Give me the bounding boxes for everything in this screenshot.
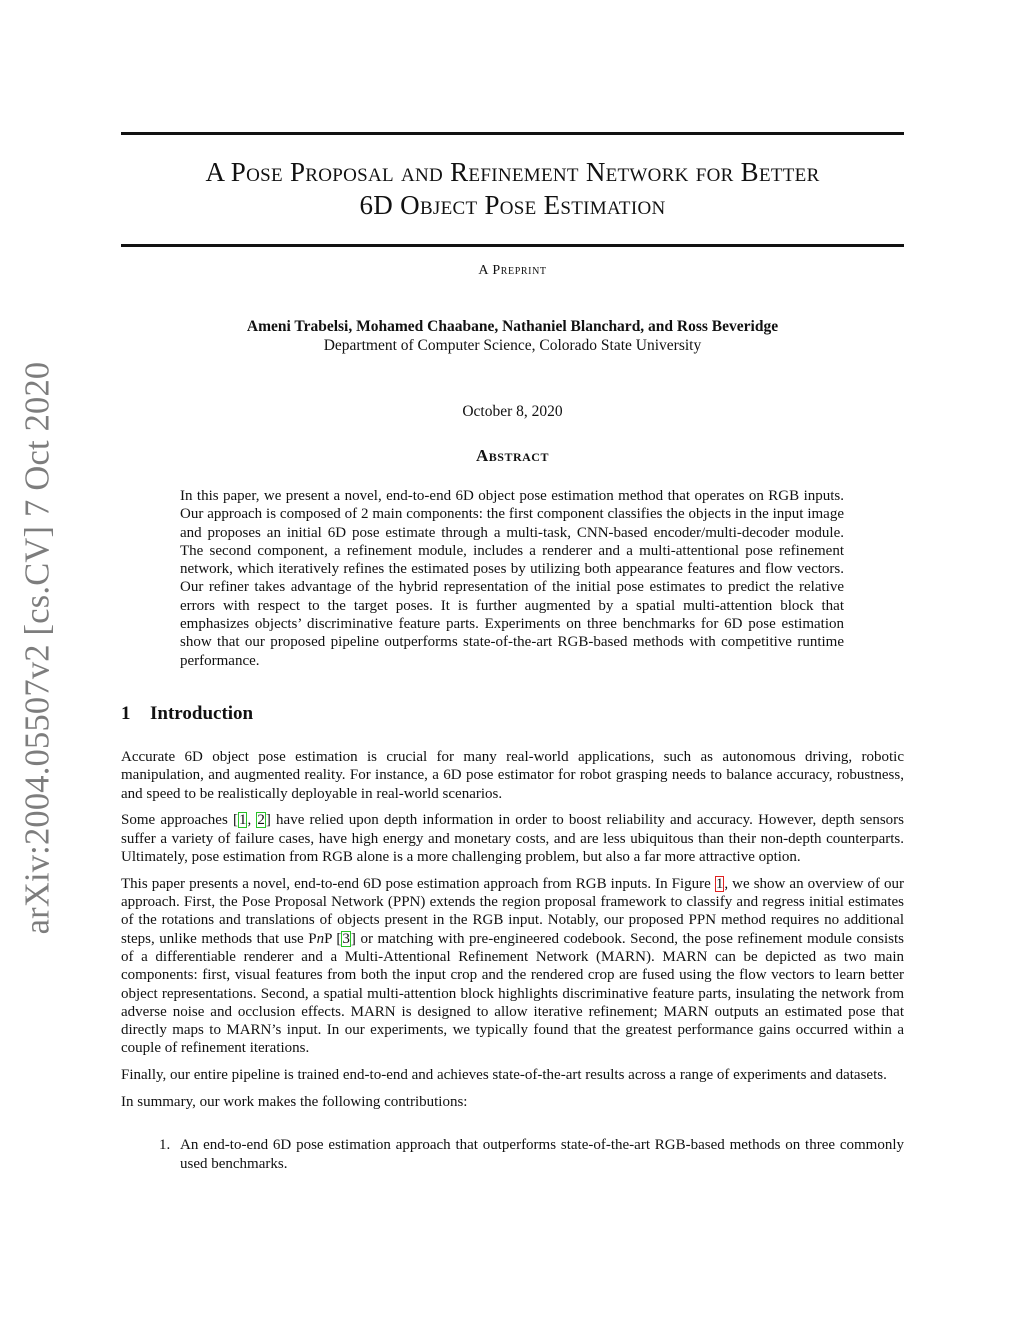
arxiv-identifier: arXiv:2004.05507v2 [cs.CV] 7 Oct 2020: [18, 361, 57, 934]
paper-title: [121, 156, 904, 222]
bracket-open: [: [336, 930, 342, 947]
text-span: This paper presents a novel, end-to-end 6D pose estimation approach from RGB inputs. In Figure: [121, 875, 715, 892]
affiliation: Department of Computer Science, Colorado State University: [323, 337, 702, 354]
title-line-1: A Pose Proposal and Refinement Network for Better: [205, 157, 820, 187]
citation-link[interactable]: 1: [238, 812, 247, 829]
intro-paragraph-1: Accurate 6D object pose estimation is crucial for many real-world applications, such as autonomous driving, robotic manipulation, and augmented reality. For instance, a 6D pose estimator for robot grasping needs to balance accuracy, robustness, and speed to be realistically deployable in real-world scenarios.: [121, 749, 904, 802]
author-list: Ameni Trabelsi, Mohamed Chaabane, Nathaniel Blanchard, and Ross Beveridge: [246, 318, 779, 335]
math-variable: n: [316, 930, 325, 947]
publication-date: October 8, 2020: [462, 403, 563, 420]
arxiv-sidebar: [14, 361, 62, 934]
abstract-text: In this paper, we present a novel, end-to-end 6D object pose estimation method that operates on RGB inputs. Our approach is composed of 2 main components: the first component classifies the objects in the input image and proposes an initial 6D pose estimate through a multi-task, CNN-based encoder/multi-decoder module. The second component, a refinement module, includes a renderer and a multi-attentional pose refinement network, which iteratively refines the estimated poses by utilizing both appearance features and flow vectors. Our refiner takes advantage of the hybrid representation of the initial pose estimates to predict the relative errors with respect to the target poses. It is further augmented by a spatial multi-attention block that emphasizes objects’ discriminative feature parts. Experiments on three benchmarks for 6D pose estimation show that our proposed pipeline outperforms state-of-the-art RGB-based methods with competitive runtime performance.: [180, 488, 844, 669]
text-span: have relied upon depth information in order to boost reliability and accuracy. However, depth sensors suffer a variety of failure cases, have high energy and monetary costs, and are less ubiquitous than their non-depth counterparts. Ultimately, pose estimation from RGB alone is a more challenging problem, but also a far more attractive option.: [121, 812, 904, 865]
citation-link[interactable]: 2: [257, 812, 265, 829]
section-number: 1: [121, 703, 131, 724]
intro-paragraph-5: In summary, our work makes the following contributions:: [121, 1094, 468, 1111]
title-rule-top: [121, 132, 904, 135]
bracket-close: ]: [350, 930, 356, 947]
section-title: Introduction: [150, 703, 254, 724]
intro-paragraph-2: [121, 811, 904, 866]
text-span: P: [324, 930, 337, 947]
intro-paragraph-4: Finally, our entire pipeline is trained end-to-end and achieves state-of-the-art results across a range of experiments and datasets.: [121, 1067, 887, 1084]
bracket-open: [: [232, 812, 238, 829]
figure-reference-link[interactable]: 1: [715, 875, 724, 892]
text-span: Some approaches: [121, 812, 233, 829]
intro-paragraph-3: [121, 875, 904, 1058]
list-item-number: 1.: [159, 1137, 171, 1154]
citation-link[interactable]: 3: [342, 930, 350, 947]
preprint-label: A Preprint: [478, 263, 547, 278]
list-item: [121, 1136, 904, 1173]
contributions-list: [121, 1136, 904, 1173]
abstract-heading: Abstract: [476, 446, 549, 465]
title-rule-bottom: [121, 244, 904, 247]
bracket-close: ]: [265, 812, 271, 829]
introduction-body: [121, 748, 904, 1173]
text-span: , we show an overview of our approach. First, the Pose Proposal Network (PPN) extends the region proposal framework to classify and regress initial estimates of the rotations and translations of objects present in the RGB input. Notably, our proposed PPN method requires no additional steps, unlike methods that use P: [121, 875, 905, 947]
list-item-text: An end-to-end 6D pose estimation approach that outperforms state-of-the-art RGB-based methods on three commonly used benchmarks.: [180, 1137, 904, 1172]
section-heading-introduction: [121, 703, 253, 725]
citation-separator: ,: [247, 812, 257, 829]
title-line-2: 6D Object Pose Estimation: [359, 190, 666, 220]
text-span: or matching with pre-engineered codebook. Second, the pose refinement module consists of a differentiable renderer and a Multi-Attentional Refinement Network (MARN). MARN can be depicted as two main components: first, visual features from both the input crop and the rendered crop are fused using the flow vectors to learn better object representations. Second, a spatial multi-attention block highlights discriminative feature parts, insulating the network from adverse noise and occlusion effects. MARN is designed to allow iterative refinement; MARN outputs an estimated pose that directly maps to MARN’s input. In our experiments, we typically found that the greatest performance gains occurred within a couple of refinement iterations.: [121, 930, 904, 1057]
